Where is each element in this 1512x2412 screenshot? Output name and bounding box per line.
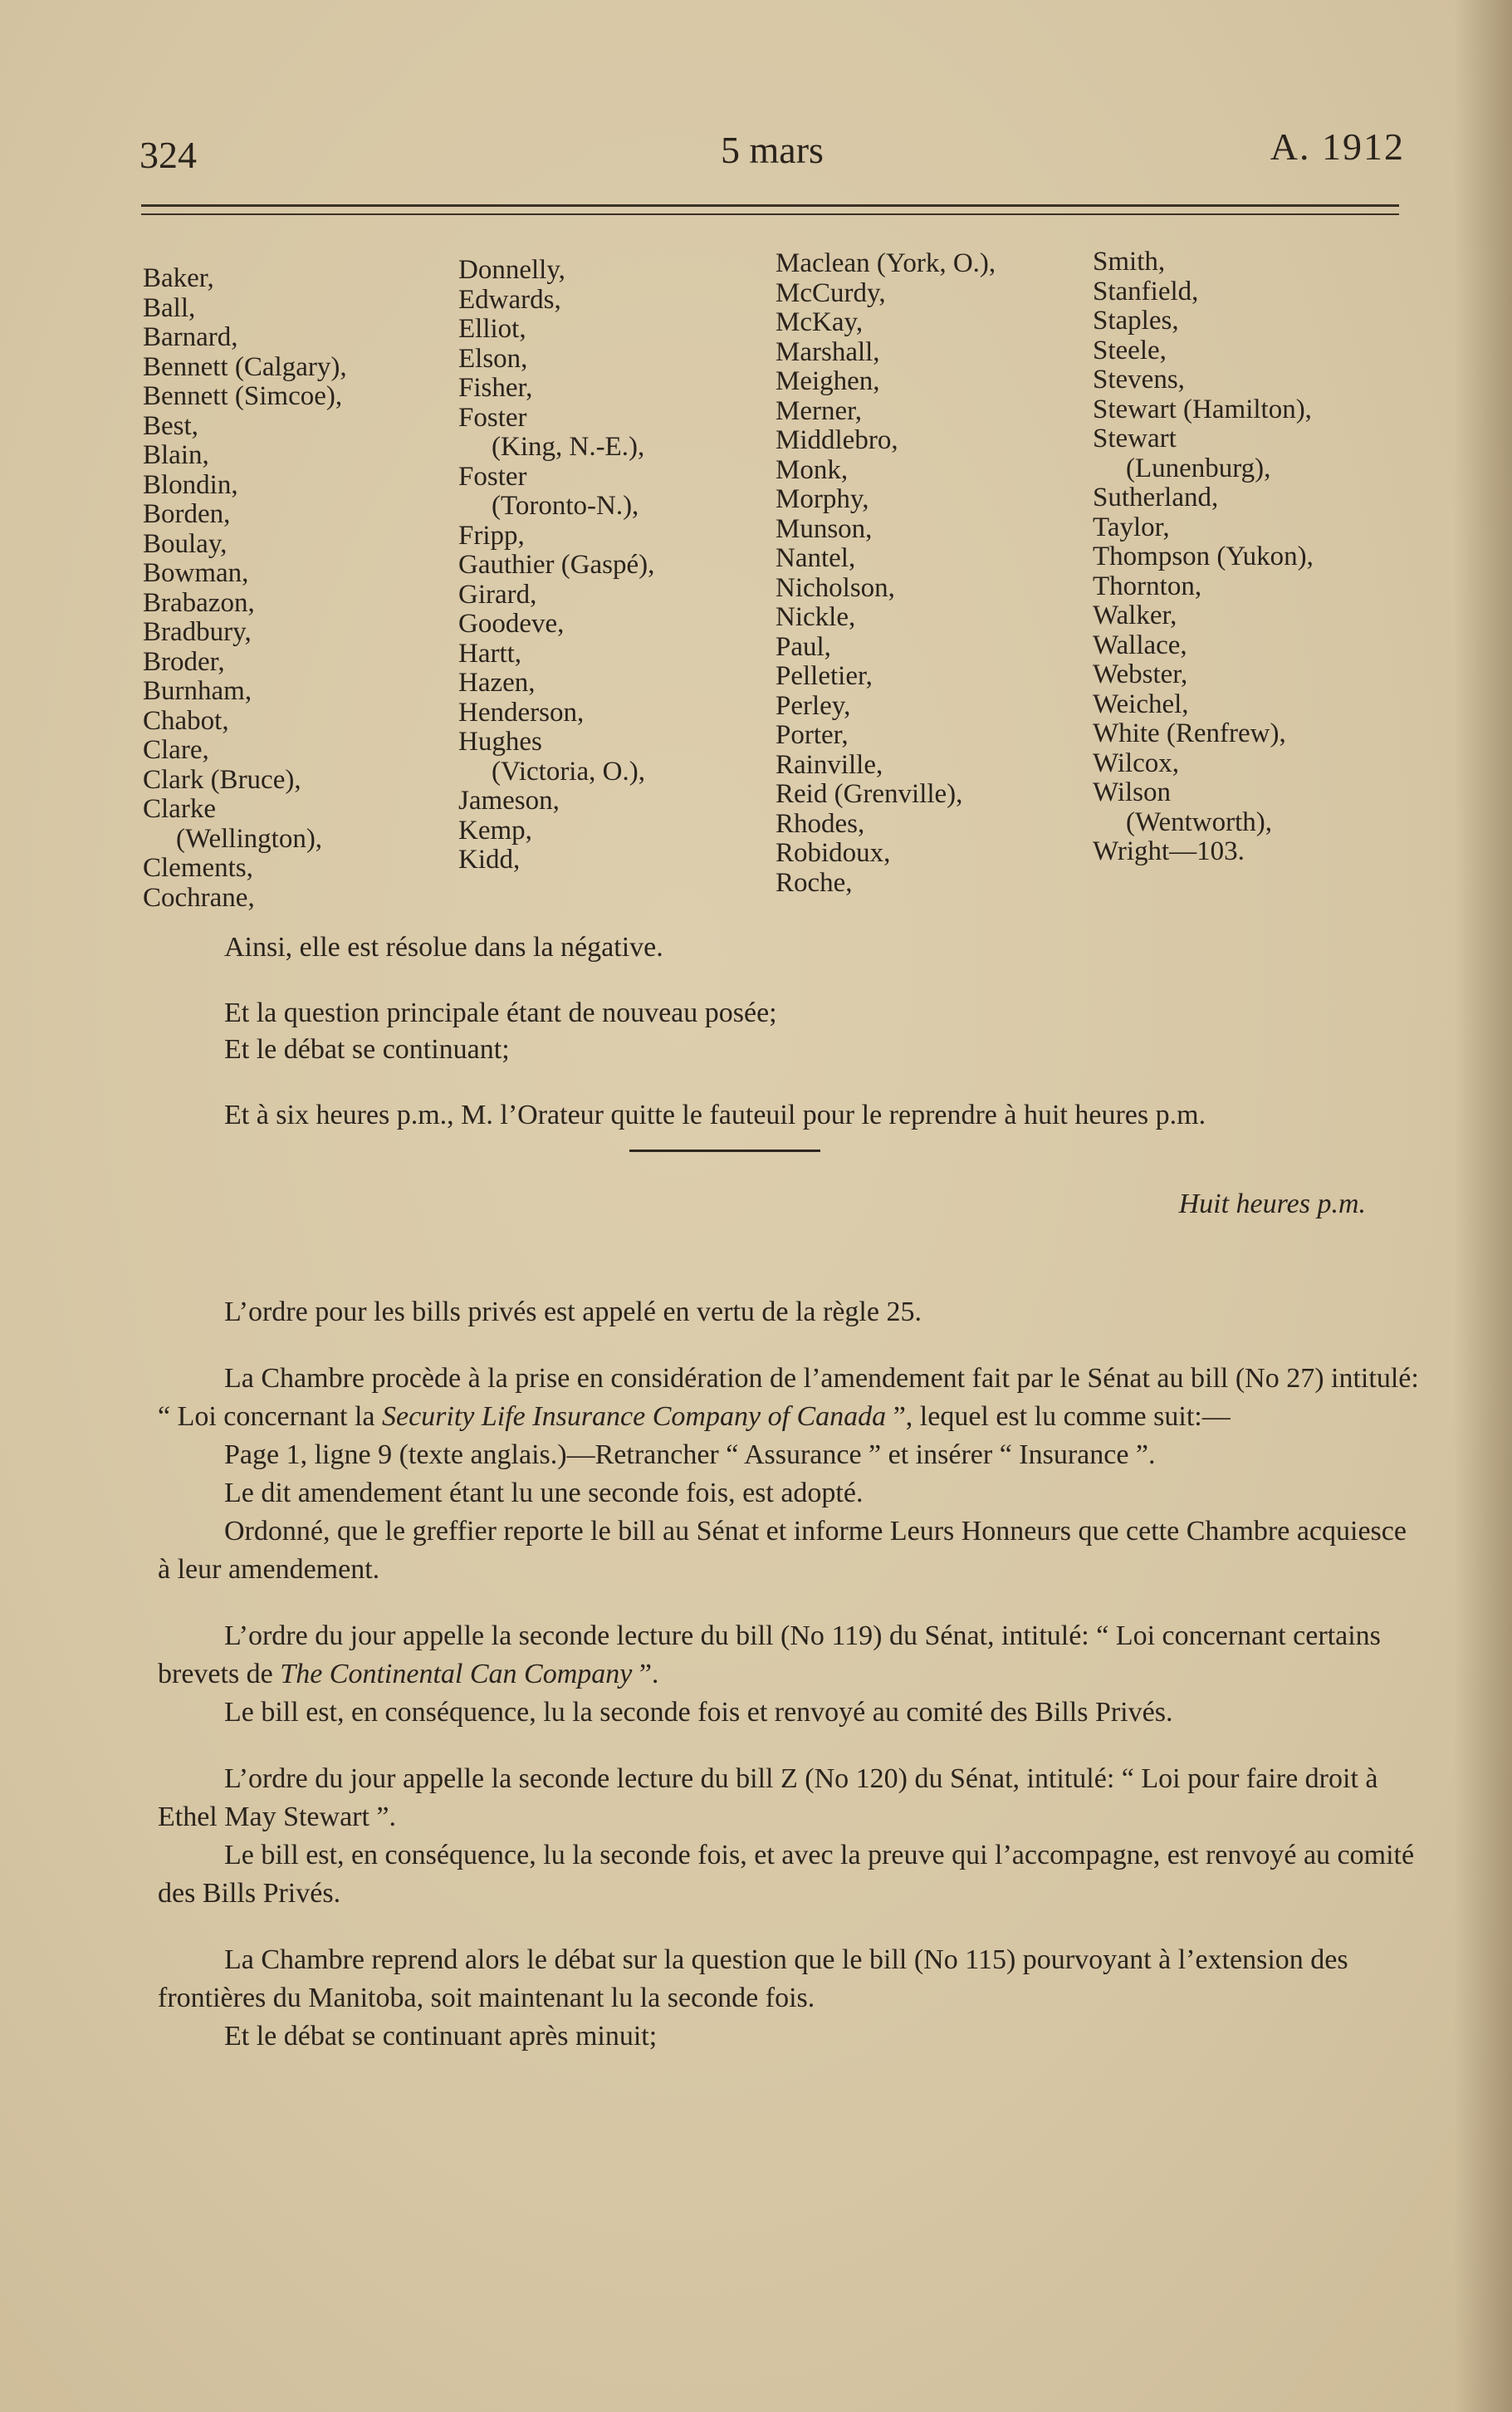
names-list: [0, 247, 1512, 913]
name-entry: Porter,: [776, 720, 849, 750]
paragraph-ordered: Ordonné, que le greffier reporte le bill au Sénat et informe Leurs Honneurs que cette Chambre acquiesce à leur amendement.: [158, 1516, 1407, 1585]
time-heading: Huit heures p.m.: [1178, 1189, 1366, 1219]
name-entry-continuation: (Wellington),: [176, 823, 323, 854]
name-entry: Goodeve,: [458, 609, 565, 639]
name-entry: Blondin,: [143, 469, 238, 500]
name-entry: Reid (Grenville),: [776, 779, 963, 809]
name-entry: Rhodes,: [776, 808, 865, 839]
body-text: [158, 929, 1424, 2056]
page-header: [139, 125, 1405, 191]
name-entry: Hazen,: [458, 668, 536, 698]
name-entry: Hartt,: [458, 638, 522, 669]
header-year: A. 1912: [1270, 125, 1405, 168]
name-entry: Morphy,: [776, 484, 869, 514]
paragraph-private-bills: L’ordre pour les bills privés est appelé en vertu de la règle 25.: [224, 1297, 922, 1327]
name-entry: Perley,: [776, 690, 851, 721]
header-date: 5 mars: [721, 129, 824, 171]
name-entry: Bennett (Simcoe),: [143, 381, 343, 411]
name-entry: Webster,: [1093, 659, 1188, 689]
page-number: 324: [139, 134, 197, 176]
name-entry: McKay,: [776, 307, 864, 337]
name-entry: Kidd,: [458, 845, 521, 875]
name-entry: Meighen,: [776, 366, 880, 396]
name-entry: Thornton,: [1093, 571, 1202, 601]
name-entry: Nickle,: [776, 602, 856, 632]
paragraph-bill-119: [158, 1617, 1424, 1694]
section-divider: [629, 1150, 820, 1152]
name-entry: Bowman,: [143, 558, 249, 588]
name-entry: Rainville,: [776, 749, 883, 780]
name-entry: Stevens,: [1093, 365, 1185, 395]
name-entry-continuation: (Wentworth),: [1126, 806, 1273, 837]
name-entry: Girard,: [458, 579, 537, 610]
name-entry: Stanfield,: [1093, 276, 1199, 306]
name-entry: Robidoux,: [776, 838, 891, 868]
paragraph-bill-119-referred: Le bill est, en conséquence, lu la seconde fois et renvoyé au comité des Bills Privés.: [224, 1697, 1173, 1728]
name-entry: Hughes: [458, 727, 542, 757]
name-entry: Kemp,: [458, 815, 532, 846]
name-entry: Borden,: [143, 499, 231, 529]
name-entry: Merner,: [776, 395, 863, 426]
name-entry: Henderson,: [458, 697, 585, 728]
name-entry: Smith,: [1093, 247, 1166, 277]
name-entry: Elliot,: [458, 314, 526, 344]
name-entry: Weichel,: [1093, 689, 1189, 719]
amendment-text-end: ”, lequel est lu comme suit:—: [886, 1401, 1231, 1432]
paragraph-adopted: Le dit amendement étant lu une seconde fois, est adopté.: [224, 1478, 864, 1508]
paragraph-debate: Et le débat se continuant;: [224, 1034, 510, 1065]
name-entry: Nantel,: [776, 543, 856, 573]
name-entry: Munson,: [776, 513, 873, 544]
name-entry: Blain,: [143, 440, 209, 470]
name-entry: Staples,: [1093, 306, 1179, 336]
name-entry: Ball,: [143, 292, 196, 323]
name-entry: Bradbury,: [143, 617, 252, 647]
name-entry: Roche,: [776, 867, 853, 898]
name-entry: Barnard,: [143, 322, 238, 352]
name-entry: Nicholson,: [776, 572, 895, 603]
name-entry-continuation: (Toronto-N.),: [492, 491, 639, 521]
name-entry: Foster: [458, 461, 527, 492]
name-entry: Burnham,: [143, 676, 252, 706]
name-entry: Jameson,: [458, 786, 560, 816]
name-entry: Baker,: [143, 263, 214, 293]
name-entry: Cochrane,: [143, 882, 255, 913]
name-entry: Middlebro,: [776, 425, 898, 455]
name-entry: Donnelly,: [458, 255, 565, 285]
paragraph-adjournment: Et à six heures p.m., M. l’Orateur quitte le fauteuil pour le reprendre à huit heures p.m.: [224, 1100, 1206, 1130]
name-entry: Wright—103.: [1093, 836, 1245, 866]
name-entry: Stewart (Hamilton),: [1093, 394, 1312, 424]
paragraph-result: Ainsi, elle est résolue dans la négative.: [224, 932, 663, 963]
names-column-1: [143, 264, 347, 913]
names-column-3: [776, 249, 996, 898]
amendment-text-start: La Chambre procède à la prise en considération de l’amendement fait par le Sénat au bill (No 27) intitulé: “ Loi concernant la: [158, 1363, 1419, 1432]
name-entry: Taylor,: [1093, 512, 1170, 542]
name-entry: McCurdy,: [776, 277, 886, 308]
name-entry-continuation: (King, N.-E.),: [492, 432, 645, 462]
name-entry: Monk,: [776, 454, 849, 485]
paragraph-bill-120-referred: Le bill est, en conséquence, lu la seconde fois, et avec la preuve qui l’accompagne, est renvoyé au comité des Bills Privés.: [158, 1840, 1415, 1909]
name-entry: Sutherland,: [1093, 483, 1219, 512]
name-entry: Edwards,: [458, 284, 561, 315]
bill-119-text-end: ”.: [632, 1659, 659, 1689]
paragraph-after-midnight: Et le débat se continuant après minuit;: [224, 2021, 658, 2052]
paragraph-page-line: Page 1, ligne 9 (texte anglais.)—Retrancher “ Assurance ” et insérer “ Insurance ”.: [224, 1439, 1156, 1470]
name-entry: Clements,: [143, 853, 253, 883]
company-name-italic: Security Life Insurance Company of Canada: [381, 1401, 887, 1432]
name-entry: Paul,: [776, 631, 831, 662]
name-entry: Elson,: [458, 343, 528, 374]
name-entry: Thompson (Yukon),: [1093, 542, 1314, 571]
name-entry: Wilson: [1093, 777, 1172, 807]
names-column-2: [458, 256, 654, 875]
name-entry: Fripp,: [458, 520, 525, 551]
name-entry: Walker,: [1093, 601, 1177, 630]
name-entry: Clark (Bruce),: [143, 764, 301, 795]
name-entry-continuation: (Lunenburg),: [1126, 453, 1271, 483]
name-entry: Best,: [143, 410, 198, 441]
paragraph-bill-115: La Chambre reprend alors le débat sur la question que le bill (No 115) pourvoyant à l’extension des frontières du Manitoba, soit maintenant lu la seconde fois.: [158, 1944, 1348, 2013]
name-entry: Boulay,: [143, 528, 228, 559]
paragraph-question: Et la question principale étant de nouveau posée;: [224, 998, 777, 1028]
name-entry: Brabazon,: [143, 587, 255, 618]
name-entry: Chabot,: [143, 705, 229, 736]
name-entry: Marshall,: [776, 336, 880, 367]
names-column-4: [1093, 248, 1314, 867]
name-entry: Stewart: [1093, 424, 1177, 453]
name-entry: Fisher,: [458, 373, 533, 403]
name-entry: Gauthier (Gaspé),: [458, 550, 655, 580]
paragraph-amendment: [158, 1360, 1424, 1436]
name-entry: Foster: [458, 402, 527, 433]
name-entry: Maclean (York, O.),: [776, 248, 996, 278]
header-rule-top: [141, 204, 1399, 207]
name-entry: Wilcox,: [1093, 748, 1180, 778]
name-entry: White (Renfrew),: [1093, 718, 1286, 748]
name-entry: Broder,: [143, 646, 225, 677]
name-entry: Wallace,: [1093, 630, 1187, 660]
name-entry: Clarke: [143, 794, 216, 824]
bill-119-company-italic: The Continental Can Company: [280, 1659, 633, 1689]
name-entry: Steele,: [1093, 335, 1167, 365]
name-entry-continuation: (Victoria, O.),: [492, 756, 645, 787]
paragraph-bill-120: L’ordre du jour appelle la seconde lecture du bill Z (No 120) du Sénat, intitulé: “ Loi pour faire droit à Ethel May Stewart ”.: [158, 1763, 1378, 1832]
header-rule-bottom: [141, 213, 1399, 215]
bill-119-text-start: L’ordre du jour appelle la seconde lecture du bill (No 119) du Sénat, intitulé: “ Loi concernant certains brevets de: [158, 1620, 1381, 1689]
name-entry: Pelletier,: [776, 661, 873, 691]
name-entry: Bennett (Calgary),: [143, 351, 347, 382]
name-entry: Clare,: [143, 735, 209, 765]
